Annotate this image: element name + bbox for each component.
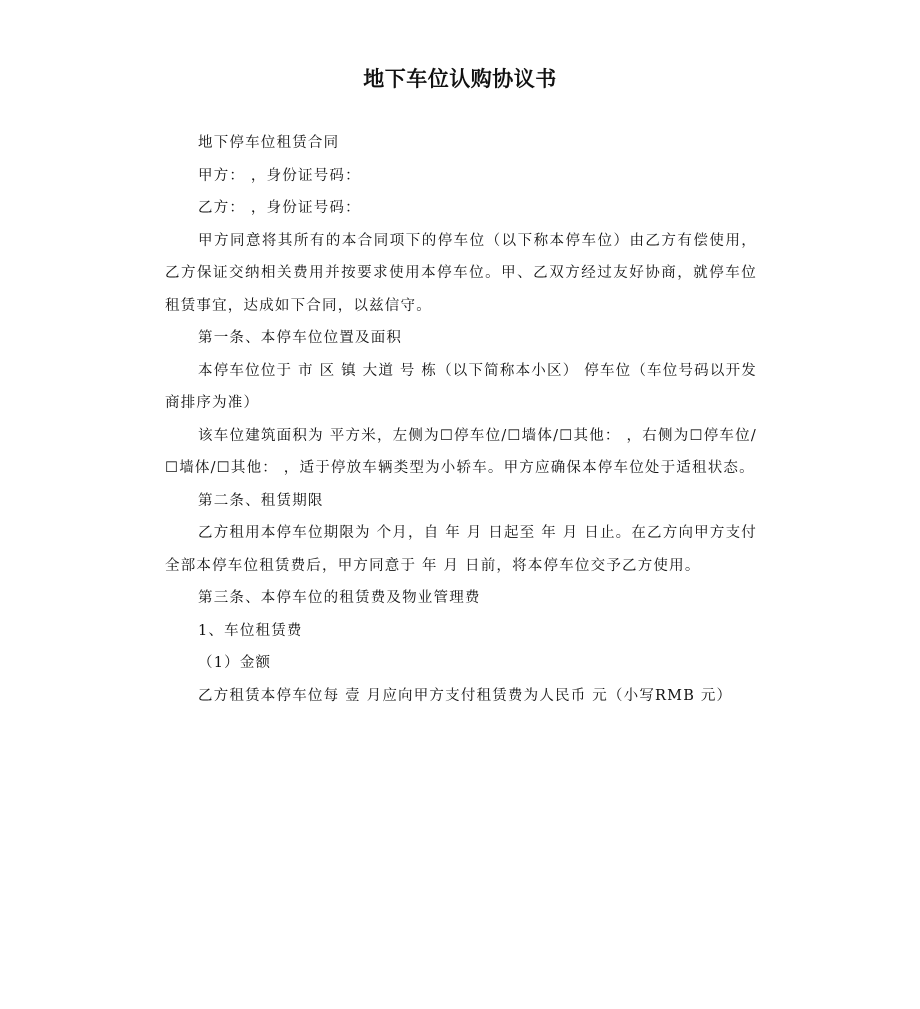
document-body [165,127,757,712]
paragraph-term: 乙方租用本停车位期限为 个月，自 年 月 日起至 年 月 日止。在乙方向甲方支付全部本停车位租赁费后，甲方同意于 年 月 日前，将本停车位交予乙方使用。 [165,525,757,574]
subsection-rent-fee: 1、车位租赁费 [198,622,303,639]
article-1-heading: 第一条、本停车位位置及面积 [198,330,403,346]
document-title: 地下车位认购协议书 [363,67,557,91]
paragraph-area: 该车位建筑面积为 平方米，左侧为☐停车位/☐墙体/☐其他： ，右侧为☐停车位/☐墙体/☐其他： ，适于停放车辆类型为小轿车。甲方应确保本停车位处于适租状态。 [165,427,757,476]
paragraph-agreement-intro: 甲方同意将其所有的本合同项下的停车位（以下称本停车位）由乙方有偿使用，乙方保证交纳相关费用并按要求使用本停车位。甲、乙双方经过友好协商，就停车位租赁事宜，达成如下合同，以兹信守。 [165,232,757,314]
paragraph-contract-heading: 地下停车位租赁合同 [198,135,340,151]
paragraph-party-a: 甲方： ，身份证号码： [198,167,361,184]
paragraph-party-b: 乙方： ，身份证号码： [198,200,361,216]
paragraph-rent-amount: 乙方租赁本停车位每 壹 月应向甲方支付租赁费为人民币 元（小写RMB 元） [198,687,733,704]
article-3-heading: 第三条、本停车位的租赁费及物业管理费 [198,590,481,606]
subsection-amount: （1）金额 [198,655,272,671]
article-2-heading: 第二条、租赁期限 [198,492,324,509]
paragraph-location: 本停车位位于 市 区 镇 大道 号 栋（以下简称本小区） 停车位（车位号码以开发商排序为准） [165,362,757,411]
